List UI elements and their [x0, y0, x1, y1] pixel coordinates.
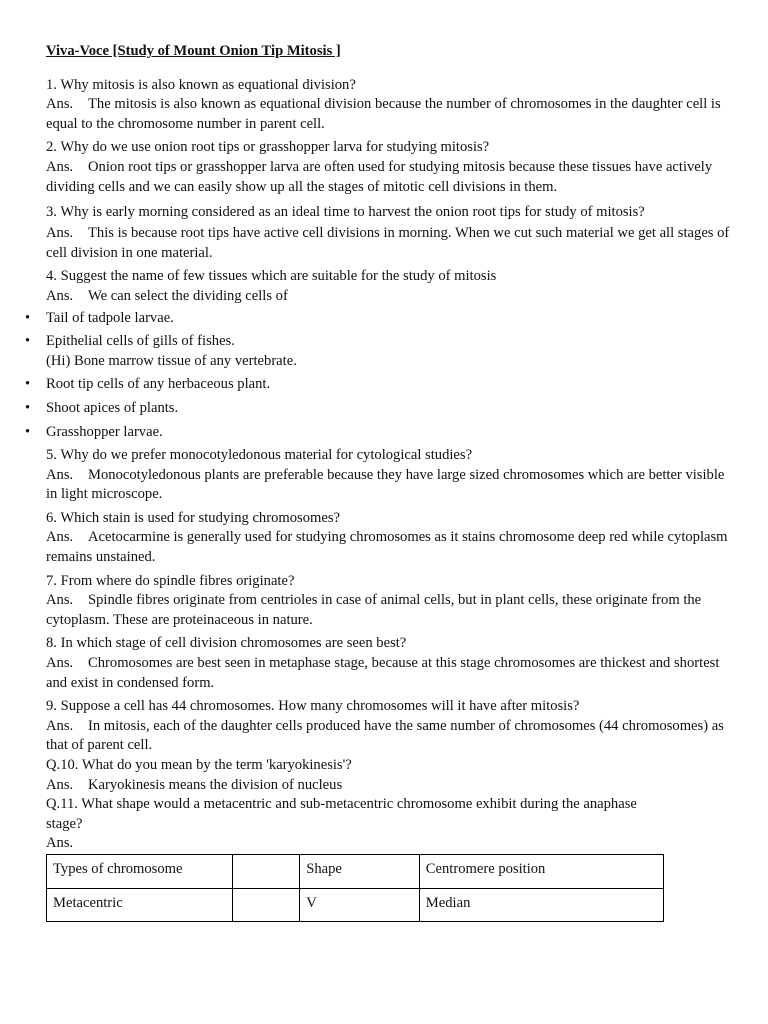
- table-row: [47, 888, 664, 922]
- answer-11-label: Ans.: [46, 835, 74, 852]
- table-cell: [232, 888, 299, 922]
- answer-label: Ans.: [46, 592, 74, 609]
- answer-5: Ans. Monocotyledonous plants are preferable because they have large sized chromosomes which are better visible in light microscope.: [46, 466, 725, 503]
- question-4: 4. Suggest the name of few tissues which are suitable for the study of mitosis: [46, 268, 497, 285]
- answer-label: Ans.: [46, 655, 74, 672]
- list-item: (Hi) Bone marrow tissue of any vertebrate.: [46, 352, 297, 369]
- question-9: 9. Suppose a cell has 44 chromosomes. How many chromosomes will it have after mitosis?: [46, 698, 580, 715]
- document-title: Viva-Voce [Study of Mount Onion Tip Mitosis ]: [46, 43, 341, 59]
- answer-9: Ans. In mitosis, each of the daughter cells produced have the same number of chromosomes (44 chromosomes) as that of parent cell.: [46, 717, 724, 754]
- answer-label: Ans.: [46, 466, 74, 483]
- tissue-list: [46, 309, 736, 443]
- question-1: 1. Why mitosis is also known as equational division?: [46, 76, 356, 93]
- list-item: • Tail of tadpole larvae.: [46, 309, 736, 329]
- qa-block-2: [46, 446, 736, 854]
- answer-8: Ans. Chromosomes are best seen in metaphase stage, because at this stage chromosomes are thickest and shortest and exist in condensed form.: [46, 655, 720, 691]
- question-11: Q.11. What shape would a metacentric and sub-metacentric chromosome exhibit during the anaphase stage?: [46, 796, 637, 832]
- question-3: 3. Why is early morning considered as an ideal time to harvest the onion root tips for study of mitosis?: [46, 204, 645, 221]
- answer-1: Ans. The mitosis is also known as equational division because the number of chromosomes in the daughter cell is equal to the chromosome number in parent cell.: [46, 96, 721, 132]
- answer-label: Ans.: [46, 158, 74, 175]
- answer-label: Ans.: [46, 96, 74, 113]
- table-cell: Median: [419, 888, 663, 922]
- answer-6: Ans. Acetocarmine is generally used for studying chromosomes as it stains chromosome deep red while cytoplasm remains unstained.: [46, 529, 728, 566]
- table-header-cell: [232, 854, 299, 888]
- answer-label: Ans.: [46, 776, 74, 793]
- question-10: Q.10. What do you mean by the term 'karyokinesis'?: [46, 757, 352, 773]
- answer-3: Ans. This is because root tips have active cell divisions in morning. When we cut such material we get all stages of cell division in one material.: [46, 225, 730, 261]
- list-item: • Epithelial cells of gills of fishes.: [46, 332, 736, 352]
- answer-label: Ans.: [46, 529, 74, 546]
- table-header-row: [47, 854, 664, 888]
- list-item: • Shoot apices of plants.: [46, 399, 736, 419]
- answer-10: Ans. Karyokinesis means the division of nucleus: [46, 776, 736, 796]
- table-cell: V: [300, 888, 420, 922]
- qa-block-1: [46, 76, 736, 307]
- question-2: 2. Why do we use onion root tips or grasshopper larva for studying mitosis?: [46, 139, 490, 156]
- table-header-cell: Centromere position: [419, 854, 663, 888]
- table-header-cell: Shape: [300, 854, 420, 888]
- table-cell: Metacentric: [47, 888, 233, 922]
- question-8: 8. In which stage of cell division chromosomes are seen best?: [46, 635, 407, 652]
- question-6: 6. Which stain is used for studying chromosomes?: [46, 509, 340, 526]
- table-header-cell: Types of chromosome: [47, 854, 233, 888]
- answer-label: Ans.: [46, 225, 74, 242]
- chromosome-table: [46, 854, 664, 922]
- question-7: 7. From where do spindle fibres originate?: [46, 572, 295, 589]
- list-item: • Root tip cells of any herbaceous plant.: [46, 375, 736, 395]
- answer-2: Ans. Onion root tips or grasshopper larva are often used for studying mitosis because these tissues have actively dividing cells and we can easily show up all the stages of mitotic cell divisions in them.: [46, 158, 713, 195]
- answer-label: Ans.: [46, 717, 74, 734]
- question-5: 5. Why do we prefer monocotyledonous material for cytological studies?: [46, 447, 473, 464]
- answer-7: Ans. Spindle fibres originate from centrioles in case of animal cells, but in plant cells, these originate from the cytoplasm. These are proteinaceous in nature.: [46, 592, 702, 628]
- answer-label: Ans.: [46, 287, 74, 304]
- document-body: [46, 42, 736, 922]
- list-item: • Grasshopper larvae.: [46, 423, 736, 443]
- answer-4: Ans. We can select the dividing cells of: [46, 287, 736, 307]
